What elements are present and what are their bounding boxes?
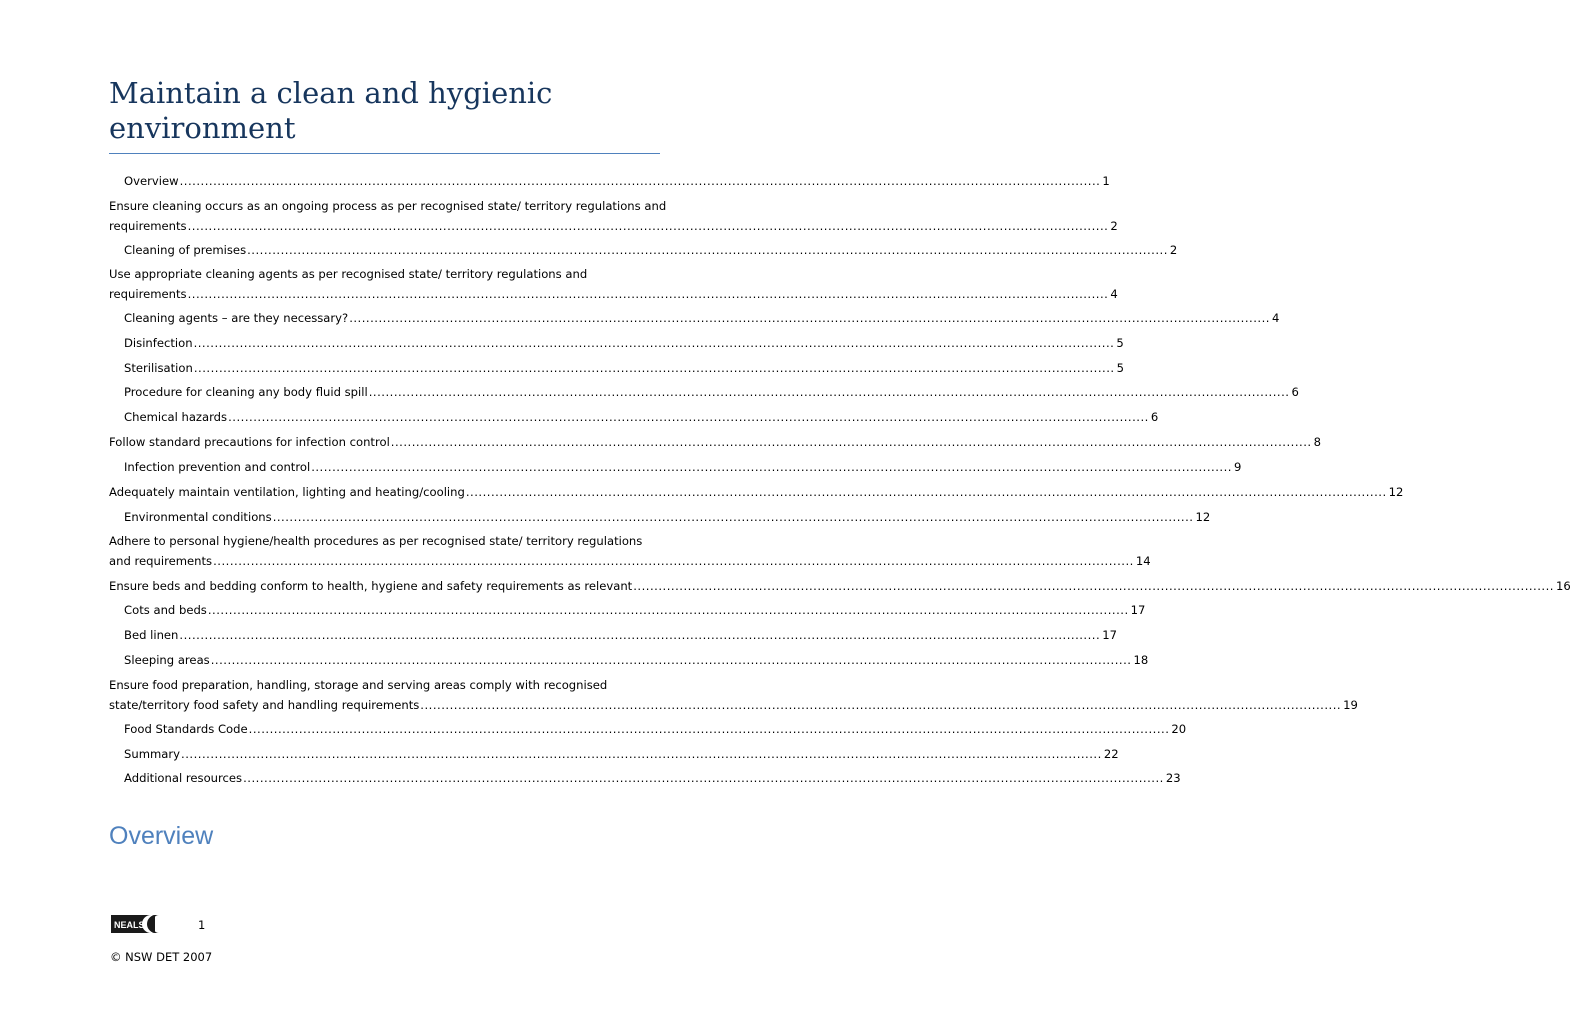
toc-entry-text: state/territory food safety and handling requirements: [109, 697, 420, 712]
toc-page-number: 6: [1291, 385, 1299, 399]
toc-entry[interactable]: [124, 626, 1117, 646]
toc-page-number: 18: [1133, 653, 1149, 667]
toc-dot-leader: ............................................................................................................................................................................................................................: [228, 410, 1149, 424]
toc-page-number: 23: [1165, 771, 1181, 785]
toc-entry-text: Sleeping areas: [124, 653, 210, 667]
toc-entry-text: Sterilisation: [124, 361, 193, 375]
toc-dot-leader: ............................................................................................................................................................................................................................: [633, 579, 1554, 593]
toc-page-number: 4: [1271, 311, 1280, 325]
toc-entry[interactable]: [124, 241, 1178, 261]
toc-dot-leader: ............................................................................................................................................................................................................................: [213, 553, 1134, 568]
document-title: Maintain a clean and hygienic environment: [109, 76, 553, 145]
toc-entry[interactable]: [124, 651, 1149, 671]
toc-page-number: 2: [1169, 243, 1178, 257]
toc-entry-text: Cots and beds: [124, 603, 207, 617]
toc-page-number: 4: [1110, 286, 1118, 301]
toc-entry[interactable]: [124, 309, 1280, 329]
toc-dot-leader: ............................................................................................................................................................................................................................: [368, 385, 1290, 399]
toc-page-number: 5: [1116, 336, 1124, 350]
toc-page-number: 14: [1135, 553, 1151, 568]
toc-dot-leader: ............................................................................................................................................................................................................................: [311, 460, 1232, 474]
page-number: 1: [198, 918, 206, 932]
toc-dot-leader: ............................................................................................................................................................................................................................: [390, 435, 1312, 449]
toc-entry[interactable]: [109, 265, 1118, 304]
toc-entry-text: and requirements: [109, 553, 213, 568]
toc-entry-text: Ensure beds and bedding conform to health, hygiene and safety requirements as relevant: [109, 579, 633, 593]
toc-dot-leader: ............................................................................................................................................................................................................................: [179, 628, 1101, 642]
toc-dot-leader: ............................................................................................................................................................................................................................: [179, 174, 1101, 188]
toc-page-number: 8: [1313, 435, 1321, 449]
toc-entry[interactable]: [124, 720, 1187, 740]
toc-entry-text: Follow standard precautions for infection control: [109, 435, 390, 449]
toc-page-number: 20: [1171, 722, 1187, 736]
toc-entry[interactable]: [124, 359, 1124, 379]
toc-entry-text: Procedure for cleaning any body fluid spill: [124, 385, 368, 399]
toc-page-number: 1: [1102, 174, 1110, 188]
toc-dot-leader: ............................................................................................................................................................................................................................: [210, 653, 1132, 667]
toc-entry-text: Food Standards Code: [124, 722, 248, 736]
toc-dot-leader: ............................................................................................................................................................................................................................: [207, 603, 1129, 617]
toc-entry-text: Additional resources: [124, 771, 243, 785]
toc-entry[interactable]: [124, 458, 1242, 478]
toc-entry-text: Chemical hazards: [124, 410, 228, 424]
toc-entry-text: Disinfection: [124, 336, 193, 350]
neals-logo: [111, 915, 163, 933]
toc-entry-text: Ensure cleaning occurs as an ongoing process as per recognised state/ territory regulations and: [109, 199, 667, 213]
toc-dot-leader: ............................................................................................................................................................................................................................: [420, 697, 1342, 712]
toc-entry[interactable]: [124, 745, 1119, 765]
toc-entry-text: Adequately maintain ventilation, lighting and heating/cooling: [109, 485, 465, 499]
toc-entry[interactable]: [109, 577, 1571, 597]
toc-entry-text: Use appropriate cleaning agents as per recognised state/ territory regulations and: [109, 267, 588, 281]
toc-entry-text: Overview: [124, 174, 179, 188]
toc-dot-leader: ............................................................................................................................................................................................................................: [247, 243, 1168, 257]
toc-entry[interactable]: [109, 532, 1151, 571]
logo-text: NEALS: [114, 920, 145, 930]
toc-dot-leader: ............................................................................................................................................................................................................................: [193, 361, 1115, 375]
toc-entry-text: requirements: [109, 286, 187, 301]
toc-entry-text: Summary: [124, 747, 181, 761]
toc-page-number: 5: [1116, 361, 1124, 375]
copyright-text: © NSW DET 2007: [110, 950, 213, 964]
toc-entry-text: Adhere to personal hygiene/health procedures as per recognised state/ territory regulations: [109, 534, 643, 548]
toc-dot-leader: ............................................................................................................................................................................................................................: [243, 771, 1164, 785]
toc-entry-text: requirements: [109, 218, 187, 233]
toc-dot-leader: ............................................................................................................................................................................................................................: [349, 311, 1270, 325]
toc-entry-text: Cleaning of premises: [124, 243, 247, 257]
toc-page-number: 2: [1110, 218, 1118, 233]
section-heading-overview: Overview: [109, 822, 214, 850]
toc-entry[interactable]: [109, 433, 1321, 453]
toc-page-number: 22: [1103, 747, 1119, 761]
toc-dot-leader: ............................................................................................................................................................................................................................: [193, 336, 1115, 350]
title-rule: [109, 153, 660, 154]
toc-entry[interactable]: [124, 769, 1181, 789]
toc-dot-leader: ............................................................................................................................................................................................................................: [181, 747, 1102, 761]
toc-entry-text: Bed linen: [124, 628, 179, 642]
toc-dot-leader: ............................................................................................................................................................................................................................: [187, 286, 1109, 301]
toc-dot-leader: ............................................................................................................................................................................................................................: [187, 218, 1109, 233]
toc-page-number: 9: [1233, 460, 1242, 474]
toc-page-number: 12: [1388, 485, 1404, 499]
toc-page-number: 19: [1343, 697, 1358, 712]
toc-entry-text: Environmental conditions: [124, 510, 272, 524]
toc-entry[interactable]: [109, 676, 1358, 715]
toc-entry[interactable]: [124, 601, 1146, 621]
toc-entry[interactable]: [109, 483, 1404, 503]
toc-page-number: 6: [1150, 410, 1159, 424]
toc-page-number: 12: [1195, 510, 1211, 524]
toc-entry[interactable]: [124, 508, 1211, 528]
toc-dot-leader: ............................................................................................................................................................................................................................: [248, 722, 1170, 736]
toc-dot-leader: ............................................................................................................................................................................................................................: [272, 510, 1194, 524]
toc-entry[interactable]: [124, 408, 1159, 428]
toc-dot-leader: ............................................................................................................................................................................................................................: [465, 485, 1387, 499]
toc-entry[interactable]: [124, 172, 1110, 192]
toc-entry-text: Cleaning agents – are they necessary?: [124, 311, 349, 325]
toc-entry[interactable]: [124, 383, 1299, 403]
toc-page-number: 17: [1102, 628, 1117, 642]
toc-entry[interactable]: [109, 197, 1118, 236]
toc-entry[interactable]: [124, 334, 1124, 354]
toc-entry-text: Infection prevention and control: [124, 460, 311, 474]
toc-page-number: 16: [1556, 579, 1571, 593]
toc-page-number: 17: [1130, 603, 1146, 617]
toc-entry-text: Ensure food preparation, handling, storage and serving areas comply with recognised: [109, 678, 608, 692]
